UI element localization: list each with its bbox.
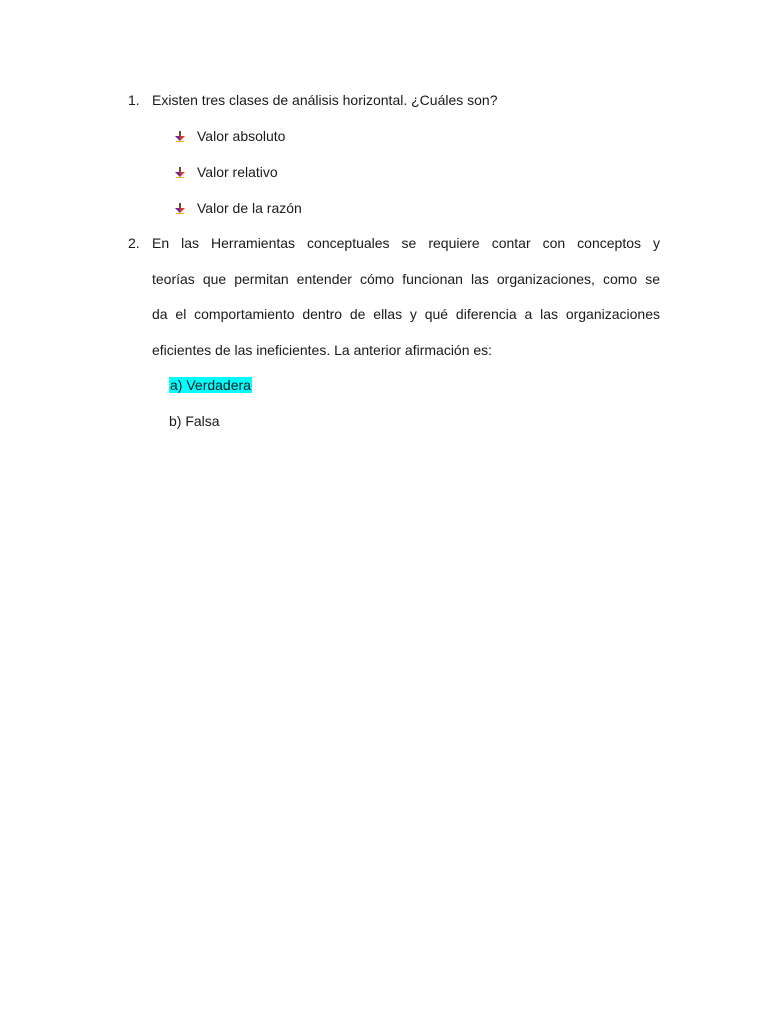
- question-1-text: Existen tres clases de análisis horizontal. ¿Cuáles son?: [152, 92, 498, 108]
- answer-label: b) Falsa: [169, 413, 220, 429]
- question-2-line: eficientes de las ineficientes. La anterior afirmación es:: [152, 341, 493, 358]
- arrow-bullet-icon: [174, 130, 186, 143]
- highlighted-answer: a) Verdadera: [170, 377, 251, 393]
- answer-option-a: [169, 377, 252, 394]
- arrow-bullet-icon: [174, 166, 186, 179]
- question-2-number: 2.: [128, 235, 140, 251]
- bullet-label: Valor relativo: [197, 164, 278, 180]
- bullet-item: [174, 164, 278, 184]
- question-2-line: En las Herramientas conceptuales se requiere contar con conceptos y: [152, 235, 660, 251]
- bullet-label: Valor de la razón: [197, 200, 302, 216]
- question-2-text: [152, 235, 660, 377]
- question-2-line: teorías que permitan entender cómo funcionan las organizaciones, como se: [152, 270, 660, 287]
- arrow-bullet-icon: [174, 202, 186, 215]
- question-1-number: 1.: [128, 92, 140, 108]
- question-2: [128, 235, 660, 377]
- question-1: [128, 92, 660, 128]
- bullet-item: [174, 200, 302, 220]
- bullet-label: Valor absoluto: [197, 128, 286, 144]
- bullet-item: [174, 128, 285, 148]
- answer-option-b: [169, 413, 220, 430]
- question-2-line: da el comportamiento dentro de ellas y qué diferencia a las organizaciones: [152, 306, 660, 323]
